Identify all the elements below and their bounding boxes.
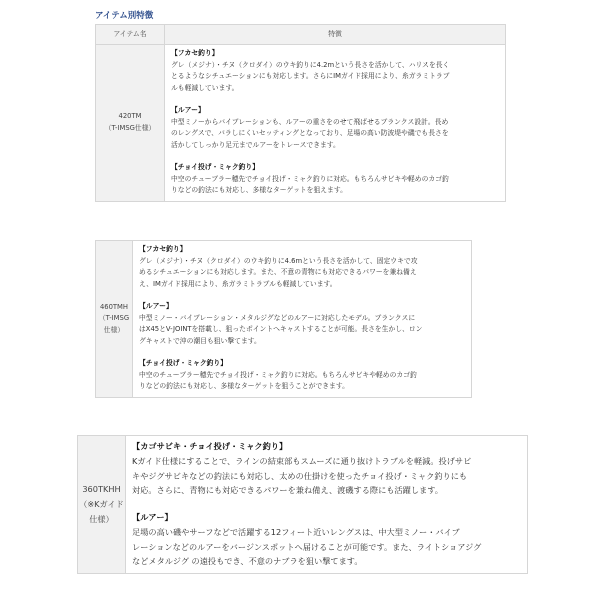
item-name-cell — [96, 45, 165, 202]
item-spec: （T-IMSG仕様） — [98, 314, 130, 334]
feature-line: 中型ミノーからバイブレーションも、ルアーの重さをのせて飛ばせるブランクス設計。長め — [171, 117, 449, 126]
item-feature-cell — [126, 436, 528, 574]
item-name: 460TMH — [99, 302, 129, 311]
feature-line: Kガイド仕様にすることで、ラインの結束部もスムーズに通り抜けトラブルを軽減。投げサビ — [132, 455, 472, 466]
table-row — [78, 436, 528, 574]
feature-line: のレングスで、バラしにくいセッティングとなっており、足場の高い防波堤や磯でも長さを — [171, 129, 449, 138]
section-title: 【フカセ釣り】 — [139, 245, 187, 253]
column-header-features: 特徴 — [165, 25, 506, 45]
table-row — [96, 241, 472, 398]
feature-line: 中空のチューブラー穂先でチョイ投げ・ミャク釣りに対応。もちろんサビキや軽めのカゴ釣 — [171, 174, 449, 183]
feature-line: などメタルジグ の遠投もでき、不意のナブラを狙い撃てます。 — [132, 556, 363, 567]
table-header-row — [96, 25, 506, 45]
feature-line: 中型ミノー・バイブレーション・メタルジグなどのルアーに対応したモデル。ブランクスに — [139, 313, 416, 322]
section-title: 【カゴサビキ・チョイ投げ・ミャク釣り】 — [132, 441, 288, 451]
feature-line: はX45とV-JOINTを搭載し、狙ったポイントへキャストすることが可能。長さを生かし、ロン — [139, 325, 423, 334]
section-heading: アイテム別特徴 — [95, 11, 154, 21]
feature-line: めるシチュエーションにも対応します。また、不意の青物にも対応できるパワーを兼ね備え — [139, 268, 417, 277]
feature-line: え、IMガイド採用により、糸ガラミトラブルも軽減しています。 — [139, 279, 337, 288]
item-name-cell — [96, 241, 133, 398]
item-feature-table — [95, 240, 472, 398]
item-feature-cell — [133, 241, 472, 398]
item-feature-table — [95, 24, 506, 202]
feature-line: グキャストで沖の潮目も狙い撃てます。 — [139, 336, 261, 345]
section-title: 【ルアー】 — [171, 106, 205, 115]
item-feature-cell — [165, 45, 506, 202]
item-feature-table — [77, 435, 528, 574]
feature-line: りなどの釣法にも対応し、多様なターゲットを狙えます。 — [171, 186, 347, 195]
feature-line: 活かしてしっかり足元までルアーをトレースできます。 — [171, 140, 340, 149]
section-title: 【チョイ投げ・ミャク釣り】 — [171, 163, 260, 172]
column-header-item-name: アイテム名 — [96, 25, 165, 45]
feature-line: 対応。さらに、青物にも対応できるパワーを兼ね備え、渡磯する際にも活躍します。 — [132, 485, 443, 496]
section-title: 【ルアー】 — [132, 512, 173, 523]
item-spec: （※Kガイド仕様） — [79, 499, 124, 524]
feature-line: グレ（メジナ）・チヌ（クロダイ）のウキ釣りに4.2mという長さを活かして、ハリスを長く — [171, 60, 450, 69]
item-name: 420TM — [118, 112, 142, 121]
item-spec: （T-IMSG仕様） — [104, 124, 156, 132]
section-title: 【チョイ投げ・ミャク釣り】 — [139, 359, 228, 368]
feature-line: 中空のチューブラー穂先でチョイ投げ・ミャク釣りに対応。もちろんサビキや軽めのカゴ釣 — [139, 370, 417, 379]
item-name: 360TKHH — [82, 484, 121, 495]
feature-line: 足場の高い磯やサーフなどで活躍する12フィート近いレングスは、中大型ミノー・バイブ — [132, 526, 460, 537]
feature-line: レーションなどのルアーをバージンスポットへ届けることが可能です。また、ライトショアジグ — [132, 541, 482, 552]
feature-line: とるようなシチュエーションにも対応します。さらにIMガイド採用により、糸ガラミトラブ — [171, 72, 450, 81]
table-row — [96, 45, 506, 202]
feature-line: グレ（メジナ）・チヌ（クロダイ）のウキ釣りに4.6mという長さを活かして、固定ウキで攻 — [139, 256, 418, 265]
feature-line: りなどの釣法にも対応し、多様なターゲットを狙うことができます。 — [139, 382, 349, 391]
section-title: 【ルアー】 — [139, 302, 173, 311]
section-title: 【フカセ釣り】 — [171, 49, 219, 57]
feature-line: キやジグサビキなどの釣法にも対応し、太めの仕掛けを使ったチョイ投げ・ミャク釣りにも — [132, 470, 468, 481]
feature-line: ルも軽減しています。 — [171, 83, 239, 92]
item-name-cell — [78, 436, 126, 574]
